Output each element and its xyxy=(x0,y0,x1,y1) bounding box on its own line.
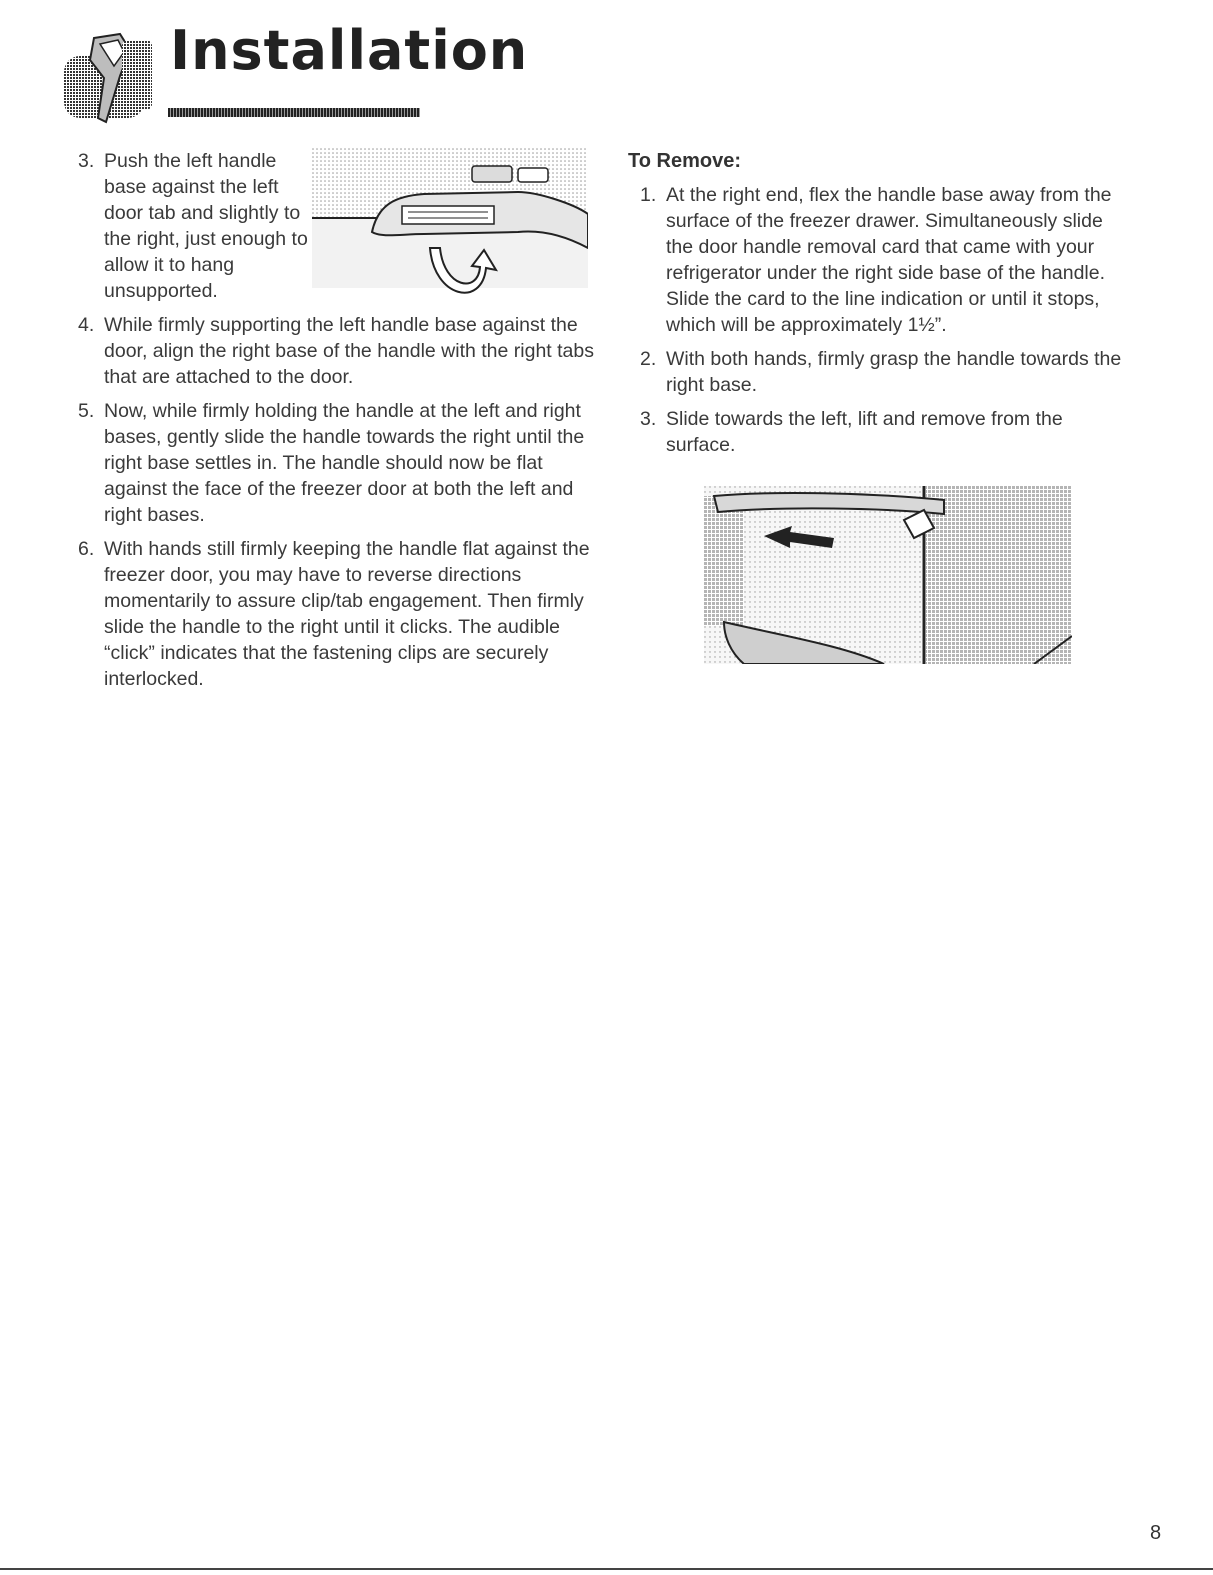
step-number: 3. xyxy=(640,408,657,430)
step-number: 6. xyxy=(78,538,95,560)
step-text: Push the left handle base against the left door tab and slightly to the right, just enough to allow it to hang unsupported. xyxy=(104,150,308,302)
remove-column xyxy=(628,148,1128,466)
handle-base-illustration xyxy=(312,148,588,308)
remove-steps-list xyxy=(640,182,1128,458)
handle-removal-illustration xyxy=(704,486,1072,664)
step-number: 2. xyxy=(640,348,657,370)
step-text: While firmly supporting the left handle base against the door, align the right base of the handle with the right tabs that are attached to the door. xyxy=(104,314,594,388)
step-number: 3. xyxy=(78,150,95,172)
title-underline xyxy=(168,108,420,117)
remove-step xyxy=(640,182,1128,338)
bottom-rule xyxy=(0,1568,1213,1570)
step-text: Now, while firmly holding the handle at the left and right bases, gently slide the handle towards the right until the right base settles in. The handle should now be flat against the face of the freezer door at both the left and right bases. xyxy=(104,400,585,526)
remove-heading: To Remove: xyxy=(628,150,741,172)
remove-step xyxy=(640,406,1128,458)
step-text: With both hands, firmly grasp the handle towards the right base. xyxy=(666,348,1122,396)
install-step xyxy=(78,312,598,390)
step-text: With hands still firmly keeping the handle flat against the freezer door, you may have to reverse directions momentarily to assure clip/tab engagement. Then firmly slide the handle to the right until it clicks. The audible “click” indicates that the fastening clips are securely interlocked. xyxy=(104,538,590,690)
screwdriver-icon xyxy=(64,26,160,126)
remove-step xyxy=(640,346,1128,398)
step-text: At the right end, flex the handle base away from the surface of the freezer drawer. Simultaneously slide the door handle removal card that came with your refrigerator under the right side base of the handle. Slide the card to the line indication or until it stops, which will be approximately 1½”. xyxy=(666,184,1112,336)
step-number: 1. xyxy=(640,184,657,206)
page-number: 8 xyxy=(1150,1522,1162,1544)
page-title: Installation xyxy=(170,19,529,82)
step-number: 5. xyxy=(78,400,95,422)
install-step xyxy=(78,536,598,692)
step-number: 4. xyxy=(78,314,95,336)
step-text: Slide towards the left, lift and remove from the surface. xyxy=(666,408,1063,456)
install-step xyxy=(78,398,598,528)
